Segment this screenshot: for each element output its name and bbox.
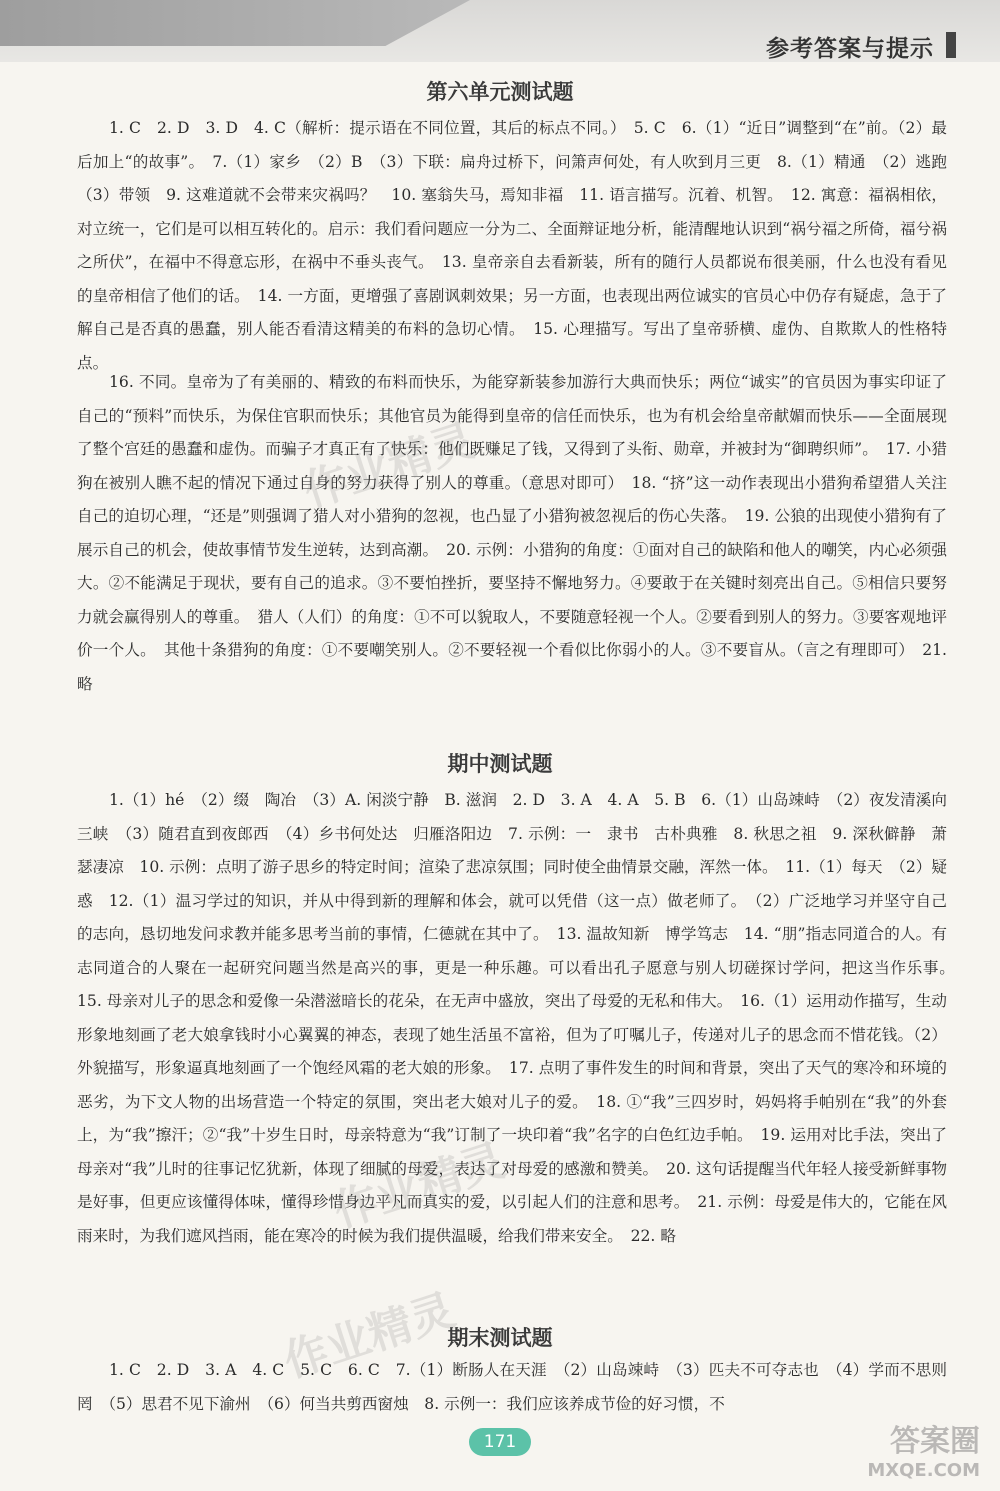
section-title-midterm: 期中测试题 [447, 752, 553, 776]
watermark-text: 作业精灵 [327, 1134, 511, 1238]
answer-paragraph: 1. C 2. D 3. D 4. C（解析：提示语在不同位置，其后的标点不同。） 5. C 6.（1）“近日”调整到“在”前。（2）最后加上“的故事”。 7.（1）家乡 （2）B （3）下联：扁舟过桥下，问箫声何处，有人吹到月三更 8.（1）精通 （2）逃跑 （3）带领 9. 这难道就不会带来灾祸吗？ 10. 塞翁失马，焉知非福 11. 语言描写。沉着、机智。 12. 寓意：福祸相依，对立统一，它们是可以相互转化的。启示：我们看问题应一分为二、全面辩证地分析，能清醒地认识到“祸兮福之所倚，福兮祸之所伏”，在福中不得意忘形，在祸中不垂头丧气。 13. 皇帝亲自去看新装，所有的随行人员都说布很美丽，什么也没有看见的皇帝相信了他们的话。 14. 一方面，更增强了喜剧讽刺效果；另一方面，也表现出两位诚实的官员心中仍存有疑虑，急于了解自己是否真的愚蠢，别人能否看清这精美的布料的急切心情。 15. 心理描写。写出了皇帝骄横、虚伪、自欺欺人的性格特点。 [77, 119, 963, 372]
answer-paragraph: 1. C 2. D 3. A 4. C 5. C 6. C 7.（1）断肠人在天涯 （2）山岛竦峙 （3）匹夫不可夺志也 （4）学而不思则罔 （5）思君不见下渝州 （6）何当共剪西窗烛 8. 示例一：我们应该养成节俭的好习惯，不 [77, 1361, 947, 1413]
site-watermark-url: MXQE.COM [867, 1460, 980, 1481]
running-header-title: 参考答案与提示 [766, 36, 934, 62]
watermark-text: 作业精灵 [277, 1284, 461, 1388]
section-title-unit6: 第六单元测试题 [426, 80, 574, 104]
watermark-text: 作业精灵 [297, 414, 481, 518]
answer-paragraph: 1.（1）hé （2）缀 陶冶 （3）A. 闲淡宁静 B. 滋润 2. D 3. A 4. A 5. B 6.（1）山岛竦峙 （2）夜发清溪向三峡 （3）随君直到夜郎西 （4）乡书何处达 归雁洛阳边 7. 示例：一 隶书 古朴典雅 8. 秋思之祖 9. 深秋僻静 萧瑟凄凉 10. 示例：点明了游子思乡的特定时间；渲染了悲凉氛围；同时使全曲情景交融，浑然一体。 11.（1）每天 （2）疑惑 12.（1）温习学过的知识，并从中得到新的理解和体会，就可以凭借（这一点）做老师了。 （2）广泛地学习并坚守自己的志向，恳切地发问求教并能多思考当前的事情，仁德就在其中了。 13. 温故知新 博学笃志 14. “朋”指志同道合的人。有志同道合的人聚在一起研究问题当然是高兴的事，更是一种乐趣。可以看出孔子愿意与别人切磋探讨学问，把这当作乐事。 15. 母亲对儿子的思念和爱像一朵潜滋暗长的花朵，在无声中盛放，突出了母爱的无私和伟大。 16.（1）运用动作描写，生动形象地刻画了老大娘拿钱时小心翼翼的神态，表现了她生活虽不富裕，但为了叮嘱儿子，传递对儿子的思念而不惜花钱。（2）外貌描写，形象逼真地刻画了一个饱经风霜的老大娘的形象。 17. 点明了事件发生的时间和背景，突出了天气的寒冷和环境的恶劣，为下文人物的出场营造一个特定的氛围，突出老大娘对儿子的爱。 18. ①“我”三四岁时，妈妈将手帕别在“我”的外套上，为“我”擦汗；②“我”十岁生日时，母亲特意为“我”订制了一块印着“我”名字的白色红边手帕。 19. 运用对比手法，突出了母亲对“我”儿时的往事记忆犹新，体现了细腻的母爱，表达了对母爱的感激和赞美。 20. 这句话提醒当代年轻人接受新鲜事物是好事，但更应该懂得体味，懂得珍惜身边平凡而真实的爱，以引起人们的注意和思考。 21. 示例：母爱是伟大的，它能在风雨来时，为我们遮风挡雨，能在寒冷的时候为我们提供温暖，给我们带来安全。 22. 略 [77, 791, 963, 1245]
site-watermark-name: 答案圈 [890, 1424, 980, 1459]
header-marker [946, 32, 956, 58]
section-title-final: 期末测试题 [447, 1326, 553, 1350]
site-watermark [867, 1416, 980, 1481]
page-number: 171 [469, 1428, 531, 1456]
answer-paragraph: 16. 不同。皇帝为了有美丽的、精致的布料而快乐，为能穿新装参加游行大典而快乐；两位“诚实”的官员因为事实印证了自己的“预料”而快乐，为保住官职而快乐；其他官员为能得到皇帝的信任而快乐，也为有机会给皇帝献媚而快乐——全面展现了整个宫廷的愚蠢和虚伪。而骗子才真正有了快乐：他们既赚足了钱，又得到了头衔、勋章，并被封为“御聘织师”。 17. 小猎狗在被别人瞧不起的情况下通过自身的努力获得了别人的尊重。（意思对即可） 18. “挤”这一动作表现出小猎狗希望猎人关注自己的迫切心理，“还是”则强调了猎人对小猎狗的忽视，也凸显了小猎狗被忽视后的伤心失落。 19. 公狼的出现使小猎狗有了展示自己的机会，使故事情节发生逆转，达到高潮。 20. 示例：小猎狗的角度：①面对自己的缺陷和他人的嘲笑，内心必须强大。②不能满足于现状，要有自己的追求。③不要怕挫折，要坚持不懈地努力。④要敢于在关键时刻亮出自己。⑤相信只要努力就会赢得别人的尊重。 猎人（人们）的角度：①不可以貌取人，不要随意轻视一个人。②要看到别人的努力。③要客观地评价一个人。 其他十条猎狗的角度：①不要嘲笑别人。②不要轻视一个看似比你弱小的人。③不要盲从。（言之有理即可） 21. 略 [77, 373, 947, 693]
